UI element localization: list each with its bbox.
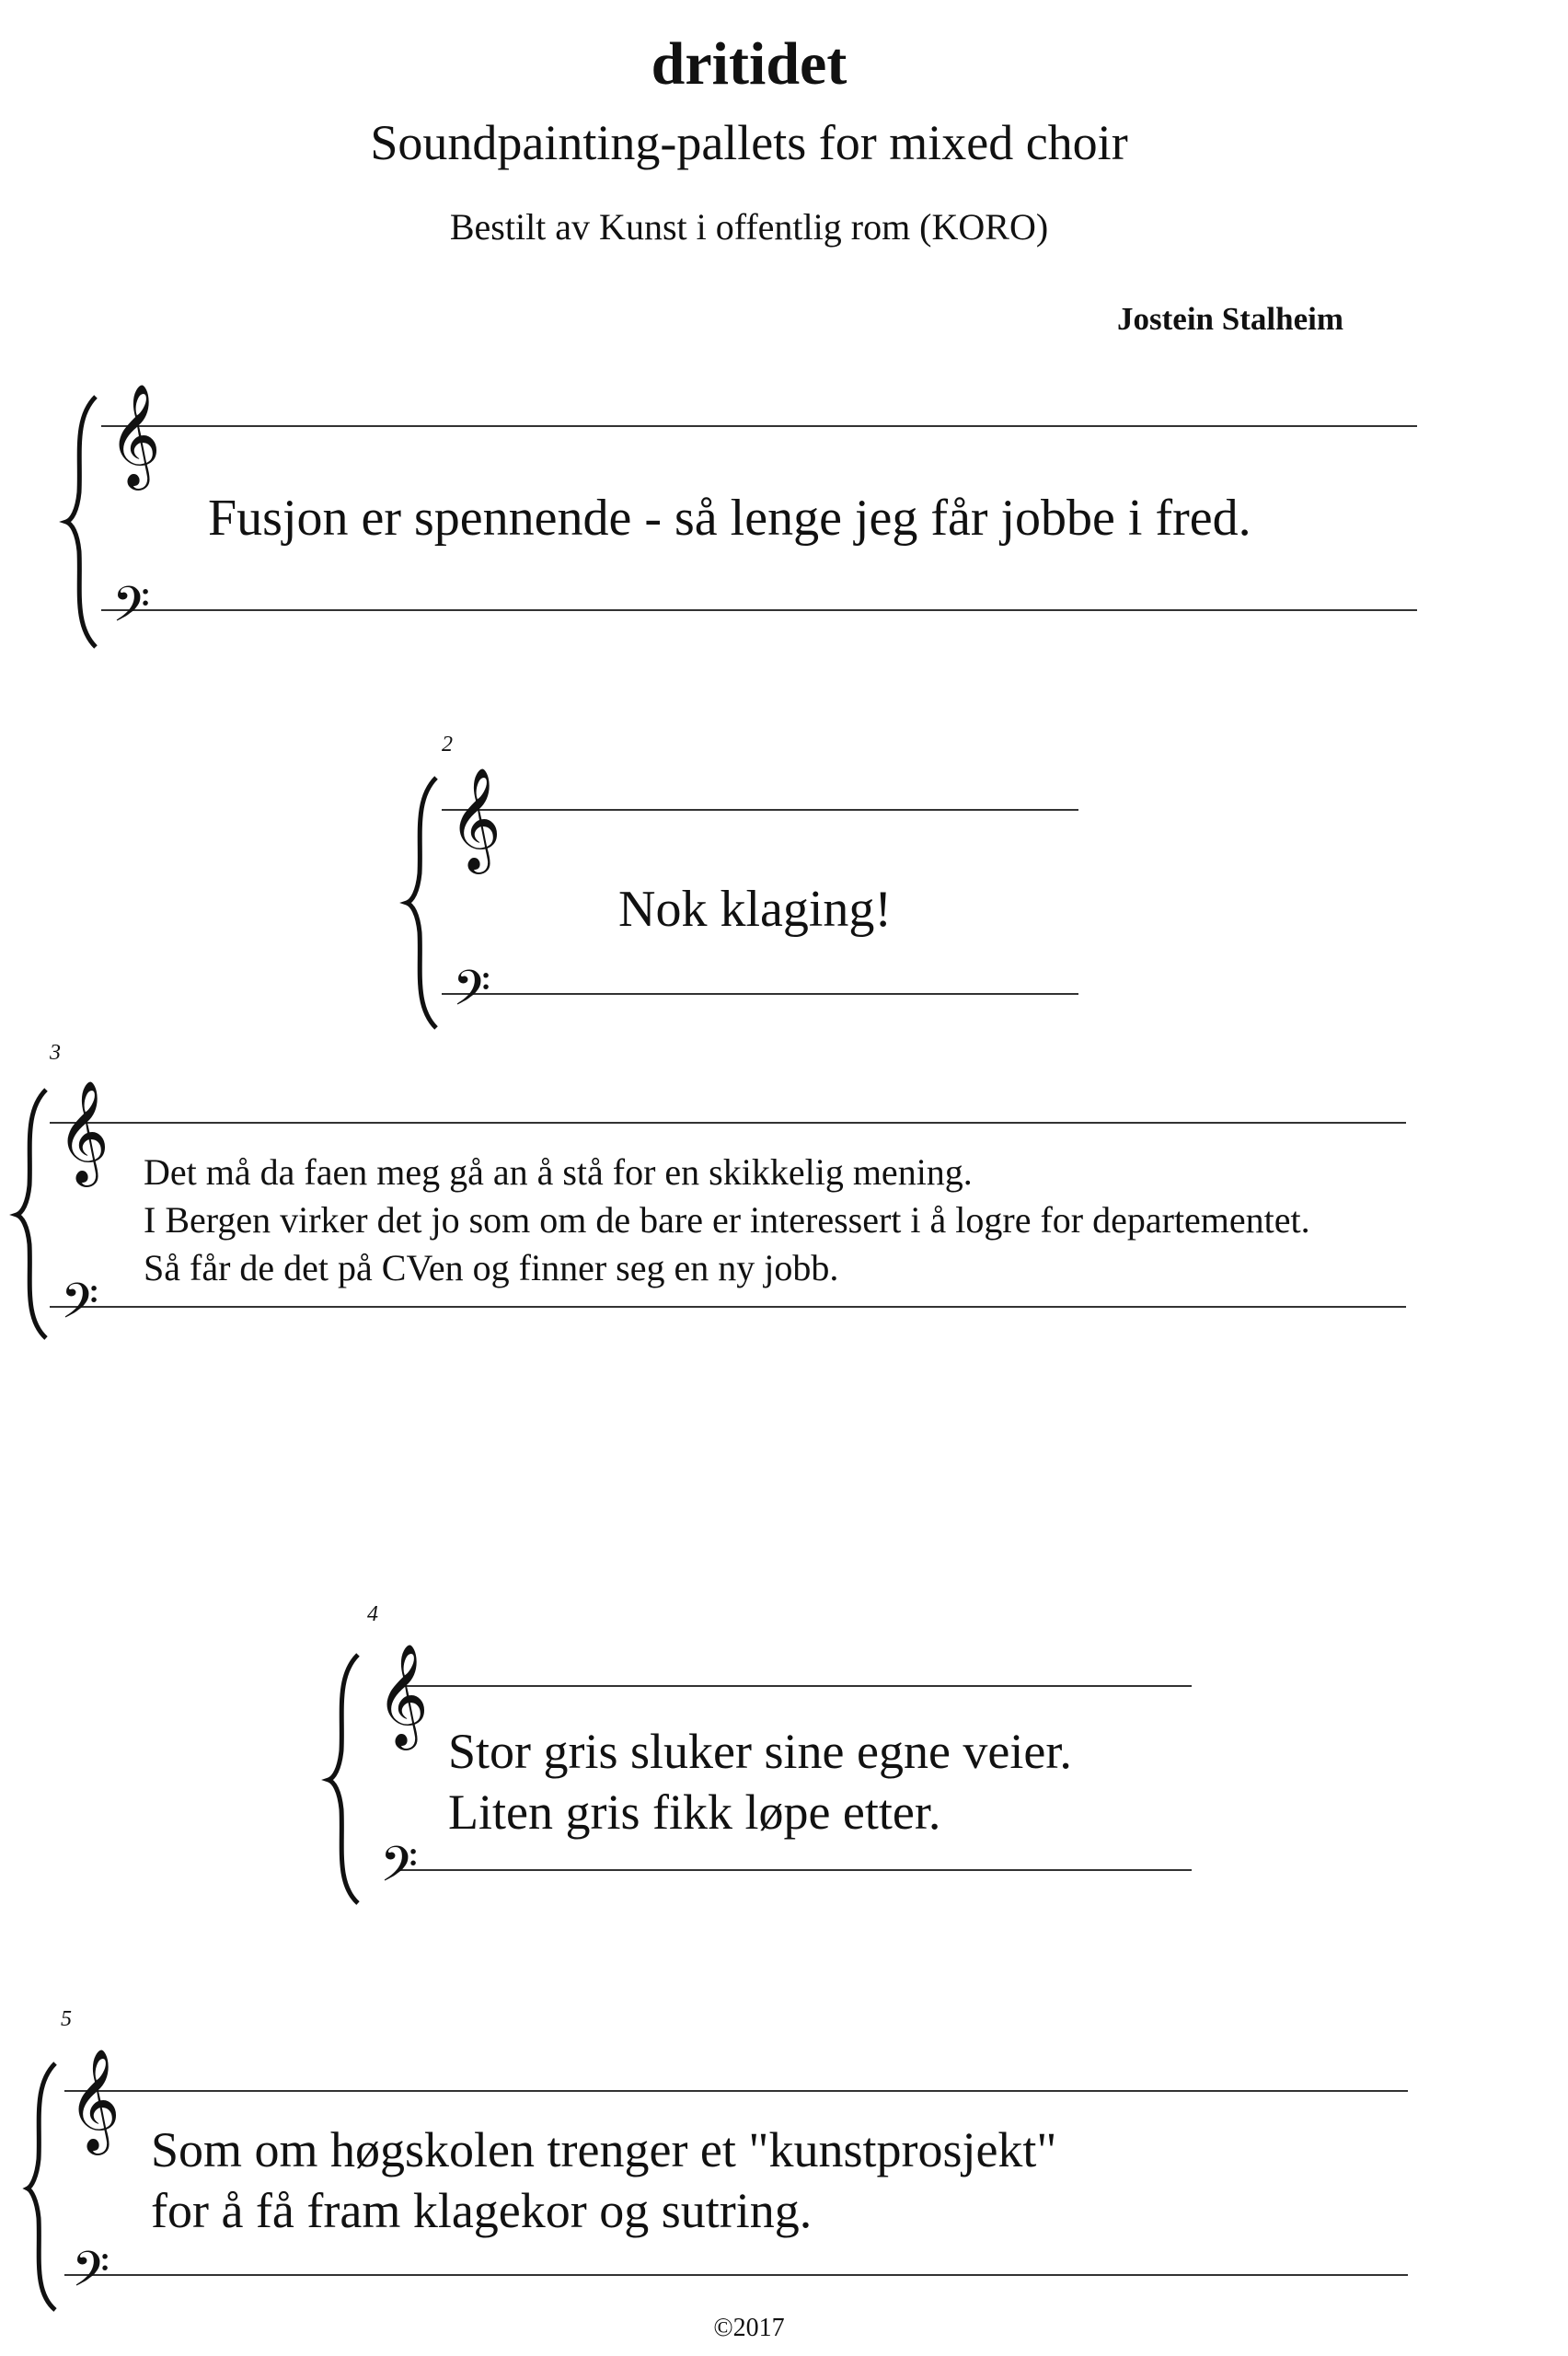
system-2-text-line-1: Nok klaging! xyxy=(618,881,893,938)
copyright-notice: ©2017 xyxy=(713,2314,785,2342)
bass-clef-icon: 𝄢 xyxy=(380,1837,419,1905)
system-4 xyxy=(327,1601,1201,1905)
brace-icon xyxy=(407,778,436,1028)
system-number: 3 xyxy=(50,1041,61,1065)
system-5-text-line-1: Som om høgskolen trenger et "kunstprosjekt" xyxy=(151,2122,1057,2177)
bass-clef-icon: 𝄢 xyxy=(112,577,151,645)
composer-name: Jostein Stalheim xyxy=(1117,301,1343,337)
system-1-text-line-1: Fusjon er spennende - så lenge jeg får jobbe i fred. xyxy=(208,490,1251,547)
system-number: 5 xyxy=(61,2007,72,2031)
treble-clef-icon: 𝄞 xyxy=(68,2048,121,2151)
commission-note: Bestilt av Kunst i offentlig rom (KORO) xyxy=(449,206,1049,248)
page-subtitle: Soundpainting-pallets for mixed choir xyxy=(370,115,1128,170)
treble-clef-icon: 𝄞 xyxy=(376,1643,429,1746)
page-title: dritidet xyxy=(651,30,847,98)
bass-clef-icon: 𝄢 xyxy=(61,1274,99,1342)
system-2 xyxy=(405,732,1086,1029)
system-3-text-line-2: I Bergen virker det jo som om de bare er interessert i å logre for departementet. xyxy=(144,1199,1310,1241)
treble-clef-icon: 𝄞 xyxy=(57,1080,110,1183)
system-5-text-line-2: for å få fram klagekor og sutring. xyxy=(151,2183,813,2238)
system-1 xyxy=(64,364,1426,649)
system-4-text-line-1: Stor gris sluker sine egne veier. xyxy=(448,1724,1072,1779)
brace-icon xyxy=(28,2063,55,2310)
system-5 xyxy=(28,2006,1537,2310)
treble-clef-icon: 𝄞 xyxy=(449,767,502,870)
system-number: 2 xyxy=(442,733,453,756)
brace-icon xyxy=(329,1655,358,1903)
bass-clef-icon: 𝄢 xyxy=(72,2242,110,2310)
brace-icon xyxy=(66,397,96,647)
brace-icon xyxy=(17,1090,46,1338)
system-3-text-line-3: Så får de det på CVen og finner seg en ny jobb. xyxy=(144,1247,839,1288)
system-3 xyxy=(17,1040,1526,1342)
system-number: 4 xyxy=(367,1602,378,1626)
bass-clef-icon: 𝄢 xyxy=(453,961,491,1029)
system-3-text-line-1: Det må da faen meg gå an å stå for en skikkelig mening. xyxy=(144,1151,973,1193)
system-4-text-line-2: Liten gris fikk løpe etter. xyxy=(448,1784,941,1840)
treble-clef-icon: 𝄞 xyxy=(109,383,161,486)
